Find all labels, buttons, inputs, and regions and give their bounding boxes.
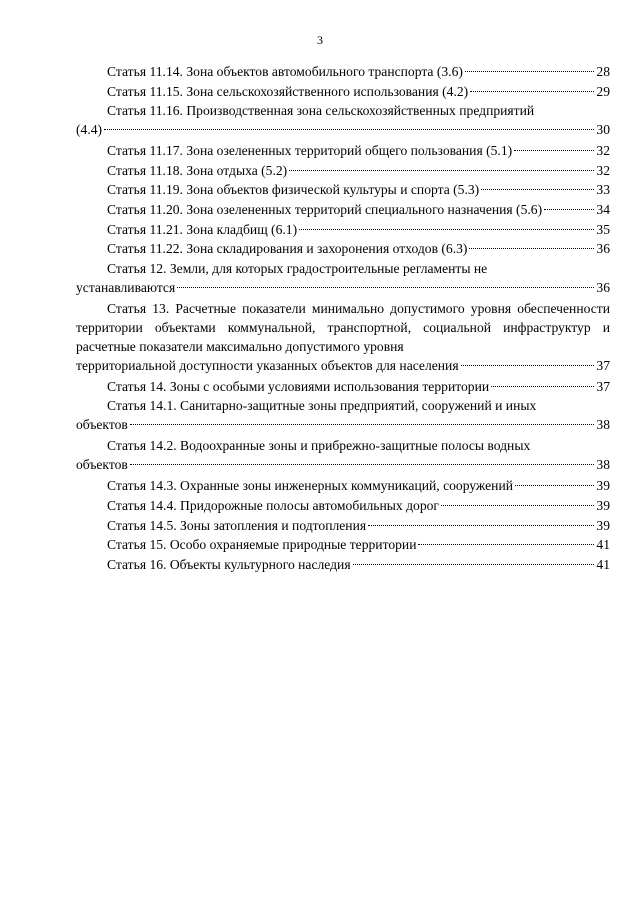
toc-entry-title: Статья 11.16. Производственная зона сельскохозяйственных предприятий xyxy=(107,103,535,119)
toc-entry[interactable] xyxy=(76,180,610,200)
toc-entry-title: Статья 11.15. Зона сельскохозяйственного использования (4.2) xyxy=(107,83,469,99)
toc-entry[interactable] xyxy=(76,82,610,102)
toc-entry-title: Статья 11.22. Зона складирования и захоронения отходов (6.3) xyxy=(107,241,468,257)
toc-entry-page: 38 xyxy=(596,417,610,433)
toc-entry[interactable] xyxy=(76,377,610,397)
toc-entry[interactable] xyxy=(76,101,610,139)
toc-entry-title: Статья 11.14. Зона объектов автомобильного транспорта (3.6) xyxy=(107,64,463,79)
dot-leader xyxy=(353,564,595,565)
dot-leader xyxy=(441,505,594,506)
toc-entry-page: 36 xyxy=(596,279,610,295)
dot-leader xyxy=(418,544,594,545)
toc-entry-page: 39 xyxy=(596,517,610,533)
toc-entry-title: Статья 13. Расчетные показатели минимально допустимого уровня обеспеченности территории объектами коммунальной, транспортной, социальной инфраструктур и расчетные показатели максимально допустимого уровня xyxy=(76,300,610,354)
dot-leader xyxy=(465,71,595,72)
toc-entry-page: 34 xyxy=(596,201,610,217)
toc-entry-page: 35 xyxy=(596,221,610,237)
toc-entry-title: Статья 14.4. Придорожные полосы автомобильных дорог xyxy=(107,497,439,513)
toc-entry-title-tail: объектов xyxy=(76,457,128,473)
toc-entry-page: 41 xyxy=(596,537,610,553)
page-number: 3 xyxy=(317,33,323,47)
toc-entry-title: Статья 16. Объекты культурного наследия xyxy=(107,556,351,572)
toc-entry-title: Статья 11.18. Зона отдыха (5.2) xyxy=(107,162,288,178)
toc-entry-page: 38 xyxy=(596,457,610,473)
toc-entry[interactable] xyxy=(76,476,610,496)
toc-entry[interactable] xyxy=(76,161,610,181)
toc-entry-title-tail: территориальной доступности указанных объектов для населения xyxy=(76,357,459,373)
toc-entry[interactable] xyxy=(76,496,610,516)
dot-leader xyxy=(515,485,594,486)
toc-entry-title: Статья 15. Особо охраняемые природные территории xyxy=(107,537,417,553)
toc-entry-page: 29 xyxy=(596,83,610,99)
toc-entry-title: Статья 11.17. Зона озелененных территорий общего пользования (5.1) xyxy=(107,143,513,159)
dot-leader xyxy=(130,424,595,425)
dot-leader xyxy=(514,150,594,151)
dot-leader xyxy=(481,189,594,190)
toc-entry[interactable] xyxy=(76,239,610,259)
toc-entry-page: 41 xyxy=(596,556,610,572)
toc-entry-title: Статья 11.19. Зона объектов физической культуры и спорта (5.3) xyxy=(107,182,480,198)
toc-entry-page: 37 xyxy=(596,378,610,394)
dot-leader xyxy=(544,209,594,210)
toc-entry-page: 37 xyxy=(596,357,610,373)
toc-entry-title: Статья 14.1. Санитарно-защитные зоны предприятий, сооружений и иных xyxy=(107,398,537,414)
dot-leader xyxy=(491,386,594,387)
dot-leader xyxy=(177,287,594,288)
toc-entry-page: 33 xyxy=(596,182,610,198)
dot-leader xyxy=(289,170,594,171)
toc-entry-page: 36 xyxy=(596,241,610,257)
toc-entry-title: Статья 14. Зоны с особыми условиями использования территории xyxy=(107,378,490,394)
toc-entry[interactable] xyxy=(76,259,610,297)
toc-entry-title-tail: объектов xyxy=(76,417,128,433)
toc-entry-title: Статья 12. Земли, для которых градостроительные регламенты не xyxy=(107,260,488,276)
dot-leader xyxy=(104,129,594,130)
toc-entry-page: 32 xyxy=(596,162,610,178)
dot-leader xyxy=(469,248,594,249)
toc-entry[interactable] xyxy=(76,62,610,82)
dot-leader xyxy=(368,525,594,526)
toc-entry[interactable] xyxy=(76,141,610,161)
toc-entry-title: Статья 14.5. Зоны затопления и подтопления xyxy=(107,517,367,533)
toc-entry[interactable] xyxy=(76,516,610,536)
toc-entry[interactable] xyxy=(76,436,610,474)
dot-leader xyxy=(470,91,594,92)
toc-entry-title-tail: (4.4) xyxy=(76,122,103,138)
dot-leader xyxy=(130,464,595,465)
toc-entry-title: Статья 11.21. Зона кладбищ (6.1) xyxy=(107,221,298,237)
toc-entry[interactable] xyxy=(76,555,610,575)
toc-entry-page: 39 xyxy=(596,497,610,513)
table-of-contents xyxy=(76,62,610,574)
toc-entry-title: Статья 11.20. Зона озелененных территорий специального назначения (5.6) xyxy=(107,201,543,217)
toc-entry-page: 39 xyxy=(596,478,610,494)
toc-entry[interactable] xyxy=(76,535,610,555)
toc-entry-title: Статья 14.3. Охранные зоны инженерных коммуникаций, сооружений xyxy=(107,478,513,494)
toc-entry-title: Статья 14.2. Водоохранные зоны и прибрежно-защитные полосы водных xyxy=(107,438,531,454)
toc-entry[interactable] xyxy=(76,200,610,220)
toc-entry[interactable] xyxy=(76,396,610,434)
toc-entry-page: 32 xyxy=(596,143,610,159)
toc-entry-page: 28 xyxy=(596,64,610,79)
dot-leader xyxy=(299,229,594,230)
toc-entry-title-tail: устанавливаются xyxy=(76,279,176,295)
toc-entry-page: 30 xyxy=(596,122,610,138)
toc-entry[interactable] xyxy=(76,299,610,375)
dot-leader xyxy=(461,365,595,366)
toc-entry[interactable] xyxy=(76,220,610,240)
